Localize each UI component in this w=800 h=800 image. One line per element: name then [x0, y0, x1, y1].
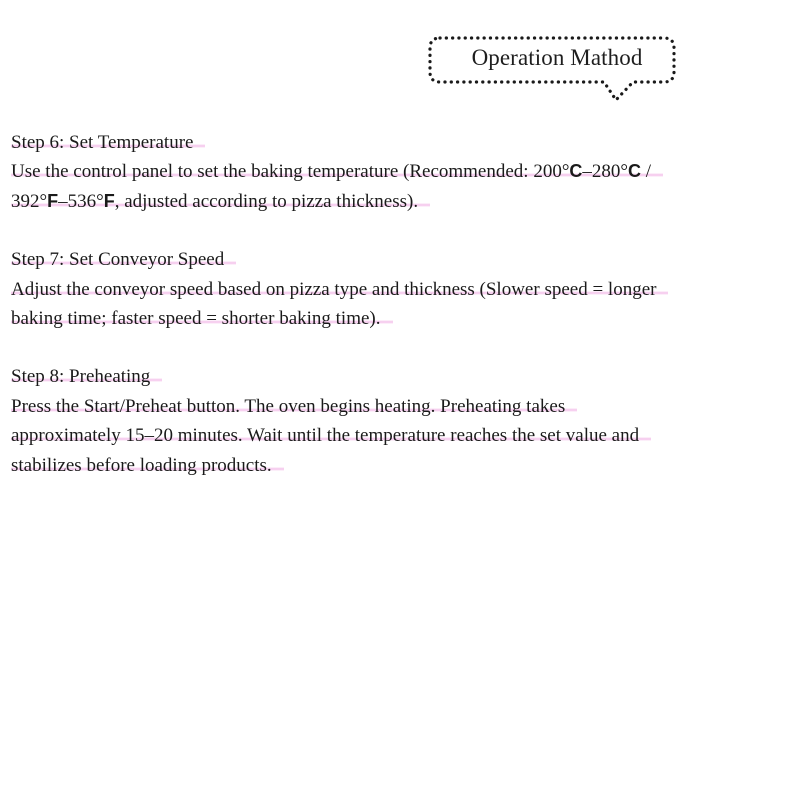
step-8-title: Step 8: Preheating [11, 366, 162, 387]
step-8-line-2: approximately 15–20 minutes. Wait until the temperature reaches the set value and [11, 425, 651, 446]
step-6 [11, 128, 751, 216]
step-7-title: Step 7: Set Conveyor Speed [11, 249, 236, 270]
instructions-body [11, 128, 751, 509]
step-8-line-1: Press the Start/Preheat button. The oven begins heating. Preheating takes [11, 396, 577, 417]
step-7-line-2: baking time; faster speed = shorter baking time). [11, 308, 393, 329]
operation-method-callout [428, 34, 678, 102]
step-6-line-2: 392°F–536°F, adjusted according to pizza thickness). [11, 191, 430, 212]
callout-title: Operation Mathod [471, 45, 643, 70]
step-8 [11, 362, 751, 480]
step-7-line-1: Adjust the conveyor speed based on pizza type and thickness (Slower speed = longer [11, 279, 668, 300]
step-6-line-1: Use the control panel to set the baking temperature (Recommended: 200°C–280°C / [11, 161, 663, 182]
step-7 [11, 245, 751, 333]
step-6-title: Step 6: Set Temperature [11, 132, 205, 153]
step-8-line-3: stabilizes before loading products. [11, 455, 284, 476]
